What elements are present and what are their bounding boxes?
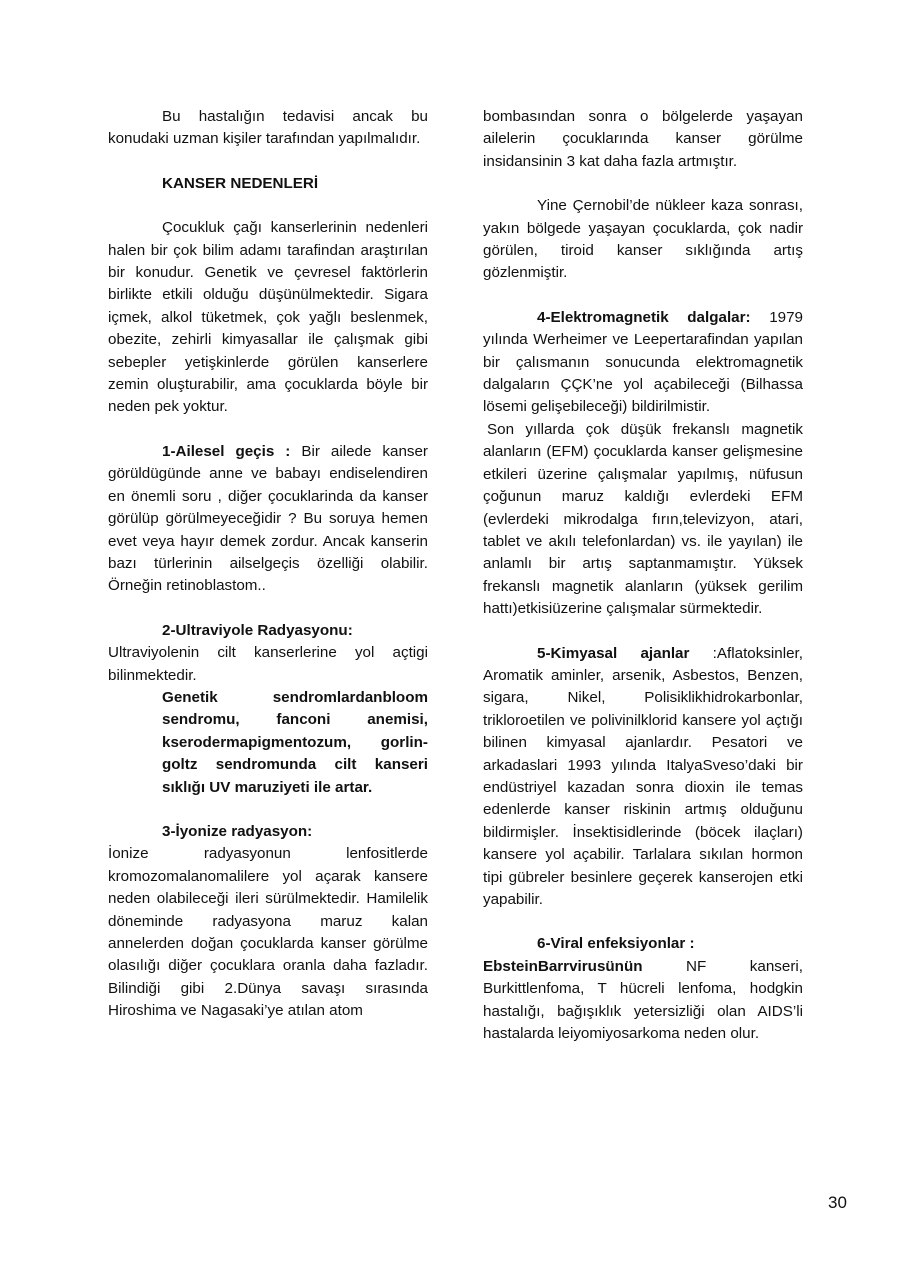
uv-text: Ultraviyolenin cilt kanserlerine yol açtigi bilinmektedir. (108, 644, 428, 684)
viral-virus-name: EbsteinBarrvirusünün (483, 957, 643, 975)
uv-title: 2-Ultraviyole Radyasyonu: (162, 621, 353, 639)
spacer (483, 285, 803, 307)
page-number: 30 (828, 1193, 847, 1212)
spacer (483, 911, 803, 933)
efm-paragraph: Son yıllarda çok düşük frekanslı magnetik alanların (EFM) çocuklarda kanser gelişmesine etkileri üzerine çalışmalar yapılmış, nüfusun çoğunun maruz kaldığı evlerdeki EFM (evlerdeki mikrodalga fırın,televizyon, atari, tablet ve akılı telefonlardan) vs. ile yayılan) ile anlamlı bir artış saptanmamıştır. Yüksek frekanslı magnetik alanların (yüksek gerilim hattı)etkisiüzerine çalışmalar sürmektedir. (483, 420, 803, 618)
chemical-title: 5-Kimyasal ajanlar (537, 644, 690, 662)
familial-paragraph (108, 441, 428, 598)
spacer (483, 173, 803, 195)
electromagnetic-title: 4-Elektromagnetik dalgalar: (537, 308, 751, 326)
spacer (108, 151, 428, 173)
ionizing-text: İonize radyasyonun lenfositlerde kromozomalanomalilere yol açarak kansere neden olabileceği ileri sürülmektedir. Hamilelik döneminde radyasyona maruz kalan annelerden doğan çocuklarda kanser görülme olasılığı diğer çocuklara oranla daha fazladır. Bilindiği gibi 2.Dünya savaşı sırasında Hiroshima ve Nagasaki’ye atılan atom (108, 845, 428, 1020)
left-column (108, 106, 428, 1023)
uv-genetic-paragraph: Genetik sendromlardanbloom sendromu, fanconi anemisi, kserodermapigmentozum, gorlin-goltz sendromunda cilt kanseri sıklığı UV maruziyeti ile artar. (162, 688, 428, 796)
spacer (108, 598, 428, 620)
chemical-paragraph (483, 643, 803, 912)
intro-paragraph: Bu hastalığın tedavisi ancak bu konudaki uzman kişiler tarafından yapılmalıdır. (108, 108, 428, 148)
causes-paragraph: Çocukluk çağı kanserlerinin nedenleri halen bir çok bilim adamı tarafindan araştırılan bir konudur. Genetik ve çevresel faktörlerin birlikte etkili olduğu düşünülmektedir. Sigara içmek, alkol tüketmek, çok yağlı beslenmek, obezite, zehirli kimyasallar ile çalışmak gibi sebepler yetişkinlerde görülen kanserlere zemin oluşturabilir, ama çocuklarda böyle bir neden pek yoktur. (108, 219, 428, 416)
chernobyl-paragraph: Yine Çernobil’de nükleer kaza sonrası, yakın bölgede yaşayan çocuklarda, çok nadir görülen, tiroid kanser sıklığında artış gözlenmiştir. (483, 197, 803, 282)
right-column (483, 106, 803, 1045)
spacer (108, 799, 428, 821)
chemical-text: :Aflatoksinler, Aromatik aminler, arsenik, Asbestos, Benzen, sigara, Nikel, Polisiklikhidrokarbonlar, trikloroetilen ve polivinilklorid kansere yol açtığı bilinen kimyasal ajanlardır. Pesatori ve arkadaslari 1993 yılında ItalyaSveso’daki bir endüstriyel kazadan sonra dioxin ile temas edenlerde kanser riskinin artmış olduğunu bildirmişler. İnsektisidlerinde (böcek ilaçları) kansere yol açabilir. Tarlalara sıkılan hormon tipi gübreler besinlere geçerek kanserojen etki yapabilir. (483, 644, 803, 908)
familial-title: 1-Ailesel geçis : (162, 442, 291, 460)
electromagnetic-text: 1979 yılında Werheimer ve Leepertarafindan yapılan bir çalısmanın sonucunda elektromagnetik dalgaların ÇÇK’ne yol açabileceği (Bilhassa lösemi gelişebileceği) bildirilmistir. (483, 308, 803, 416)
continuation-paragraph: bombasından sonra o bölgelerde yaşayan ailelerin çocuklarında kanser görülme insidansinin 3 kat daha fazla artmıştır. (483, 108, 803, 170)
electromagnetic-paragraph (483, 307, 803, 419)
spacer (108, 419, 428, 441)
viral-paragraph (483, 956, 803, 1046)
viral-text: NF kanseri, Burkittlenfoma, T hücreli lenfoma, hodgkin hastalığı, bağışıklık yetersizliği olan AIDS’li hastalarda leiyomiyosarkoma neden olur. (483, 957, 803, 1043)
ionizing-title: 3-İyonize radyasyon: (162, 822, 313, 840)
spacer (108, 195, 428, 217)
viral-title: 6-Viral enfeksiyonlar : (537, 935, 695, 953)
section-heading: KANSER NEDENLERİ (162, 174, 319, 192)
familial-text: Bir ailede kanser görüldügünde anne ve babayı endiselendiren en önemli soru , diğer çocuklarinda da kanser görülüp görülmeyeceğidir ? Bu soruya hemen evet veya hayır demek zordur. Ancak kanserin bazı türlerinin ailselgeçis özelliği olabilir. Örneğin retinoblastom.. (108, 442, 428, 595)
spacer (483, 621, 803, 643)
